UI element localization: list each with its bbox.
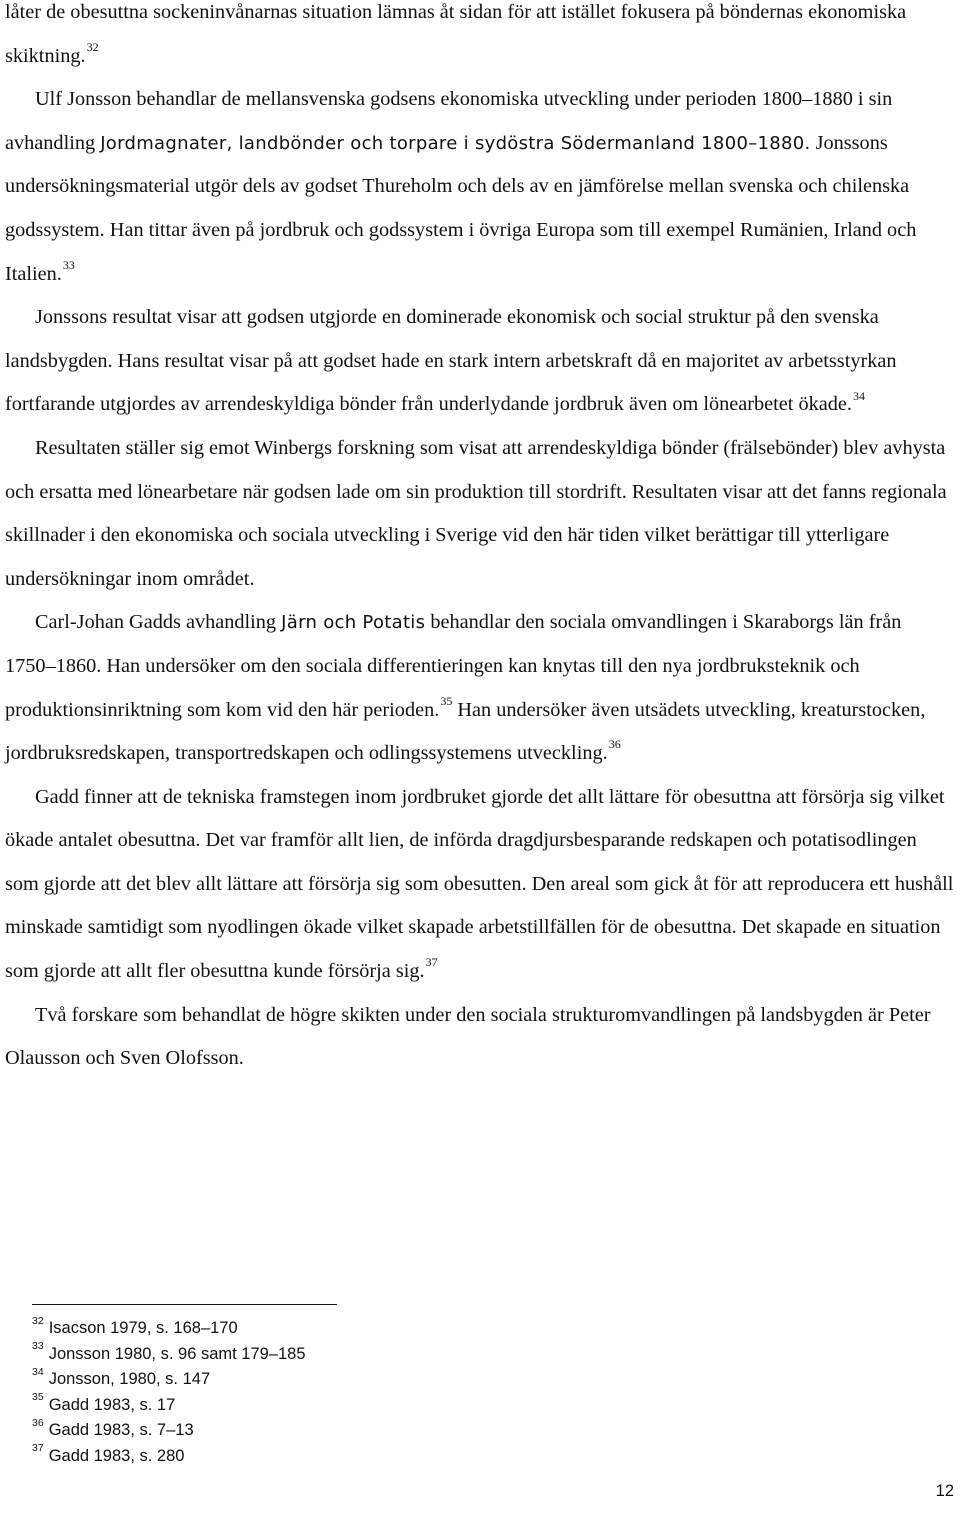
paragraph-text: Jonssons undersökningsmaterial utgör dels av godset Thureholm och dels av en jämförelse mellan svenska och chilenska godssystem. Han tittar även på jordbruk och godssystem i övriga Europa som till exempel Rumänien, Irland och Italien. bbox=[5, 131, 917, 285]
footnotes bbox=[32, 1316, 632, 1470]
paragraph-text: Jonssons resultat visar att godsen utgjorde en dominerade ekonomisk och social struktur på den svenska landsbygden. Hans resultat visar på att godset hade en stark intern arbetskraft då en majoritet av arbetsstyrkan fortfarande utgjordes av arrendeskyldiga bönder från underlydande jordbruk även om lönearbetet ökade. bbox=[5, 306, 897, 416]
paragraph bbox=[5, 601, 955, 775]
paragraph bbox=[5, 776, 955, 994]
footnote-reference: 33 bbox=[62, 257, 75, 272]
footnote-reference: 36 bbox=[608, 737, 621, 752]
paragraph-text: Han undersöker även utsädets utveckling, kreaturstocken, jordbruksredskapen, transportredskapen och odlingssystemens utveckling. bbox=[5, 698, 926, 765]
footnote bbox=[32, 1444, 632, 1470]
book-title: Jordmagnater, landbönder och torpare i sydöstra Södermanland 1800–1880. bbox=[100, 132, 811, 154]
footnote-reference: 34 bbox=[852, 388, 865, 403]
paragraph-text: Resultaten ställer sig emot Winbergs forskning som visat att arrendeskyldiga bönder (frälsebönder) blev avhysta och ersatta med lönearbetare när godsen lade om sin produktion till stordrift. Resultaten visar att det fanns regionala skillnader i den ekonomiska och sociala utveckling i Sverige vid den här tiden vilket berättigar till ytterligare undersökningar inom området. bbox=[5, 436, 947, 590]
footnote bbox=[32, 1393, 632, 1419]
paragraph-text: Två forskare som behandlat de högre skikten under den sociala strukturomvandlingen på landsbygden är Peter Olausson och Sven Olofsson. bbox=[5, 1003, 931, 1070]
paragraph bbox=[5, 0, 955, 78]
footnote-reference: 37 bbox=[425, 955, 438, 970]
footnote-text: Gadd 1983, s. 7–13 bbox=[48, 1421, 194, 1440]
paragraph-text: Carl-Johan Gadds avhandling bbox=[35, 611, 282, 634]
book-title: Järn och Potatis bbox=[281, 612, 426, 634]
footnote bbox=[32, 1418, 632, 1444]
footnote-text: Gadd 1983, s. 17 bbox=[48, 1395, 176, 1414]
paragraph bbox=[5, 78, 955, 296]
paragraph-text: Ulf Jonsson behandlar de mellansvenska godsens ekonomiska utveckling under perioden 1800–1880 i sin avhandling bbox=[5, 88, 893, 154]
footnote bbox=[32, 1342, 632, 1368]
footnote-number: 36 bbox=[32, 1416, 44, 1429]
paragraph-text: Gadd finner att de tekniska framstegen inom jordbruket gjorde det allt lättare för obesuttna att försörja sig vilket ökade antalet obesuttna. Det var framför allt lien, de införda dragdjursbesparande redskapen och potatisodlingen som gjorde att det blev allt lättare att försörja sig som obesutten. Den areal som gick åt för att reproducera ett hushåll minskade samtidigt som nyodlingen ökade vilket skapade arbetstillfällen för de obesuttna. Det skapade en situation som gjorde att allt fler obesuttna kunde försörja sig. bbox=[5, 785, 954, 983]
paragraph bbox=[5, 994, 955, 1081]
footnote-text: Jonsson 1980, s. 96 samt 179–185 bbox=[48, 1344, 306, 1363]
body-text bbox=[5, 0, 955, 1081]
paragraph bbox=[5, 427, 955, 601]
footnote-number: 35 bbox=[32, 1391, 44, 1404]
page-number: 12 bbox=[935, 1482, 954, 1500]
footnote-number: 32 bbox=[32, 1314, 44, 1327]
footnote bbox=[32, 1316, 632, 1342]
paragraph-text: behandlar den sociala omvandlingen i Skaraborgs län från 1750–1860. Han undersöker om den sociala differentieringen kan knytas till den nya jordbruksteknik och produktionsinriktning som kom vid den här perioden. bbox=[5, 611, 902, 721]
footnote-reference: 32 bbox=[86, 39, 99, 54]
footnote-number: 37 bbox=[32, 1442, 44, 1455]
footnote-number: 34 bbox=[32, 1365, 44, 1378]
footnote bbox=[32, 1367, 632, 1393]
footnote-text: Isacson 1979, s. 168–170 bbox=[48, 1319, 238, 1337]
paragraph bbox=[5, 296, 955, 427]
footnote-number: 33 bbox=[32, 1340, 44, 1353]
paragraph-text: låter de obesuttna sockeninvånarnas situation lämnas åt sidan för att istället fokusera på böndernas ekonomiska skiktning. bbox=[5, 1, 907, 67]
footnote-reference: 35 bbox=[440, 693, 453, 708]
footnote-text: Jonsson, 1980, s. 147 bbox=[48, 1370, 211, 1389]
footnote-text: Gadd 1983, s. 280 bbox=[48, 1446, 185, 1465]
footnote-separator bbox=[32, 1304, 337, 1305]
